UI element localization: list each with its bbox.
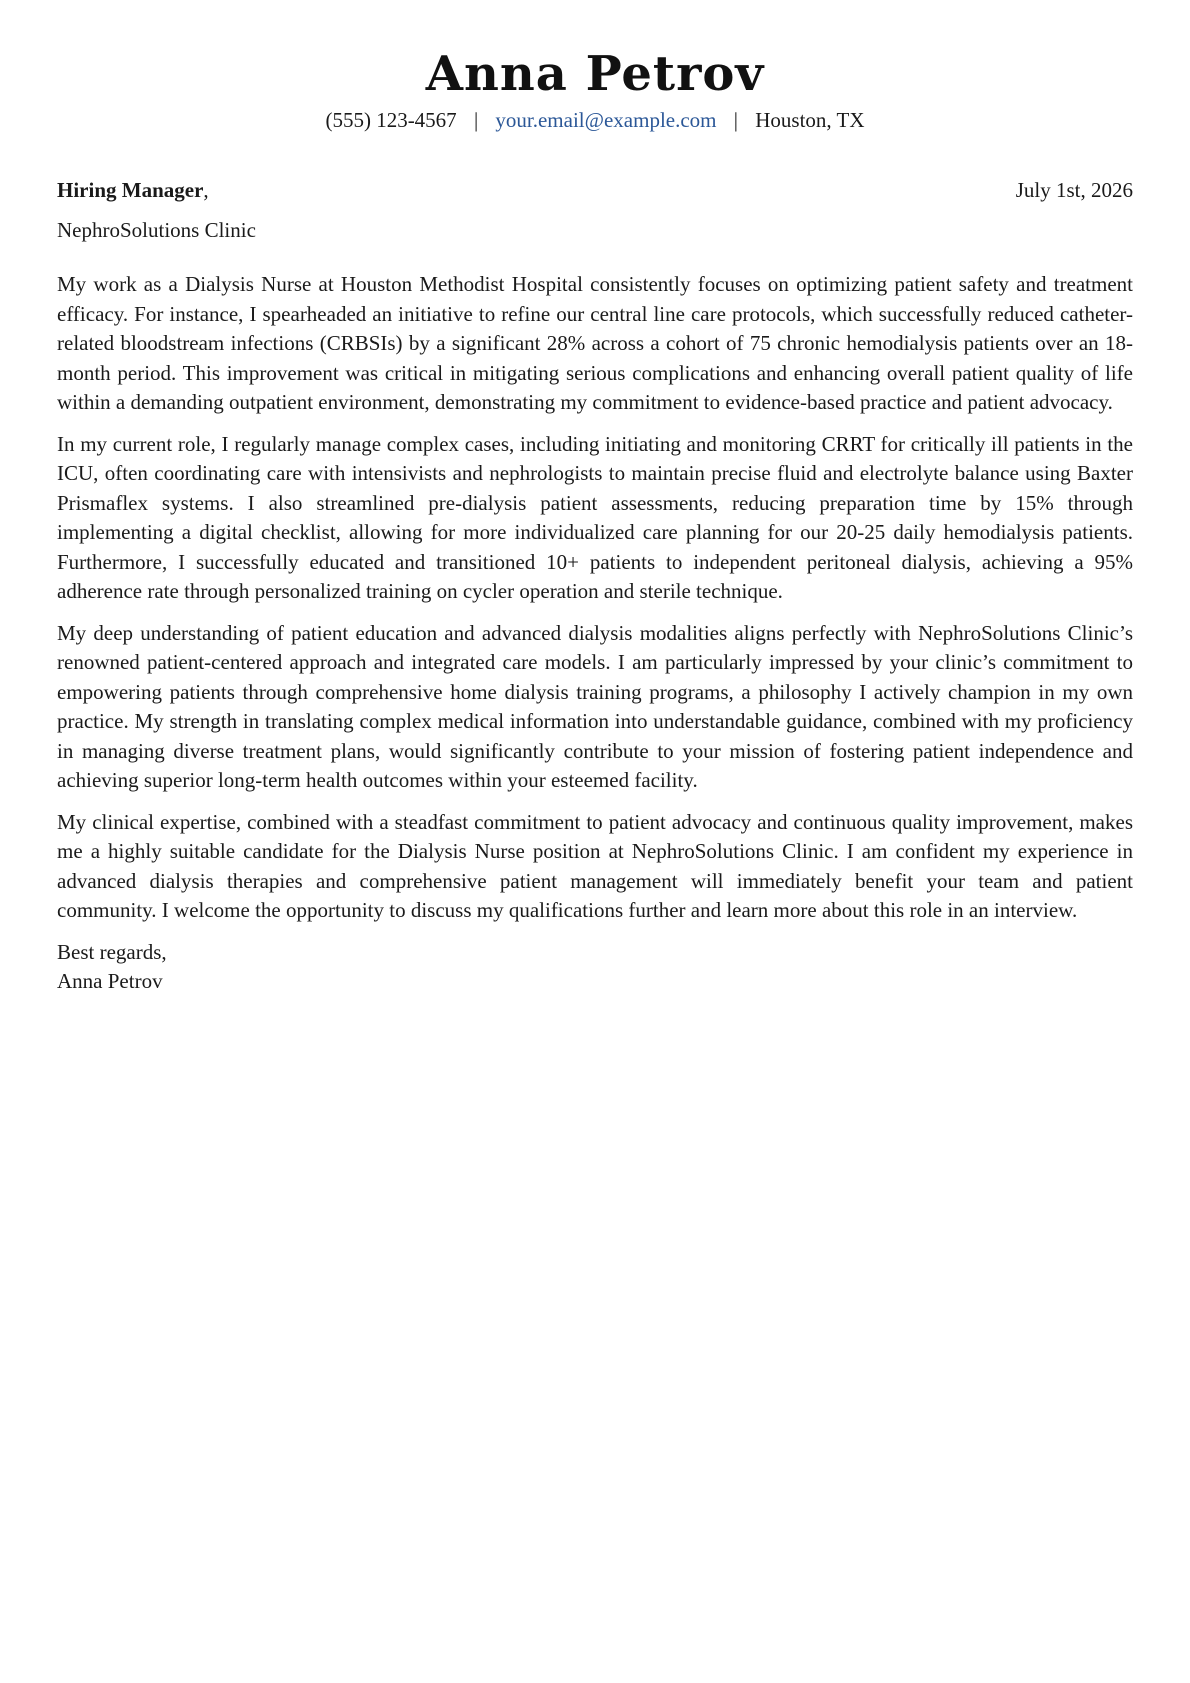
location: Houston, TX (755, 108, 865, 132)
recipient-block (57, 176, 209, 206)
recipient-name: Hiring Manager (57, 178, 204, 202)
phone-number: (555) 123-4567 (325, 108, 457, 132)
body-paragraph: My clinical expertise, combined with a steadfast commitment to patient advocacy and continuous quality improvement, makes me a highly suitable candidate for the Dialysis Nurse position at NephroSolutions Clinic. I am confident my experience in advanced dialysis therapies and comprehensive patient management will immediately benefit your team and patient community. I welcome the opportunity to discuss my qualifications further and learn more about this role in an interview. (57, 809, 1133, 922)
closing-salutation: Best regards, (57, 939, 167, 964)
letter-date: July 1st, 2026 (1015, 178, 1133, 202)
body-paragraph: My deep understanding of patient education and advanced dialysis modalities aligns perfectly with NephroSolutions Clinic’s renowned patient-centered approach and integrated care models. I am particularly impressed by your clinic’s commitment to empowering patients through comprehensive home dialysis training programs, a philosophy I actively champion in my own practice. My strength in translating complex medical information into understandable guidance, combined with my proficiency in managing diverse treatment plans, would significantly contribute to your mission of fostering patient independence and achieving superior long-term health outcomes within your esteemed facility. (57, 620, 1133, 792)
recipient-row (57, 176, 1133, 206)
contact-separator: | (733, 108, 738, 132)
recipient-name-suffix: , (203, 178, 209, 202)
contact-separator: | (473, 108, 479, 132)
applicant-name: Anna Petrov (425, 46, 765, 102)
email-link[interactable]: your.email@example.com (495, 108, 717, 132)
signature-name: Anna Petrov (57, 969, 163, 993)
letter-paragraphs (57, 270, 1133, 926)
letter-header (0, 44, 1190, 136)
letter-body (57, 176, 1133, 997)
letter-closing (57, 938, 1133, 997)
contact-line (0, 104, 1190, 136)
body-paragraph: My work as a Dialysis Nurse at Houston Methodist Hospital consistently focuses on optimizing patient safety and treatment efficacy. For instance, I spearheaded an initiative to refine our central line care protocols, which successfully reduced catheter-related bloodstream infections (CRBSIs) by a significant 28% across a cohort of 75 chronic hemodialysis patients over an 18-month period. This improvement was critical in mitigating serious complications and enhancing overall patient quality of life within a demanding outpatient environment, demonstrating my commitment to evidence-based practice and patient advocacy. (57, 272, 1133, 414)
body-paragraph: In my current role, I regularly manage complex cases, including initiating and monitoring CRRT for critically ill patients in the ICU, often coordinating care with intensivists and nephrologists to maintain precise fluid and electrolyte balance using Baxter Prismaflex systems. I also streamlined pre-dialysis patient assessments, reducing preparation time by 15% through implementing a digital checklist, allowing for more individualized care planning for our 20-25 daily hemodialysis patients. Furthermore, I successfully educated and transitioned 10+ patients to independent peritoneal dialysis, achieving a 95% adherence rate through personalized training on cycler operation and sterile technique. (57, 431, 1133, 603)
recipient-company: NephroSolutions Clinic (57, 218, 256, 242)
